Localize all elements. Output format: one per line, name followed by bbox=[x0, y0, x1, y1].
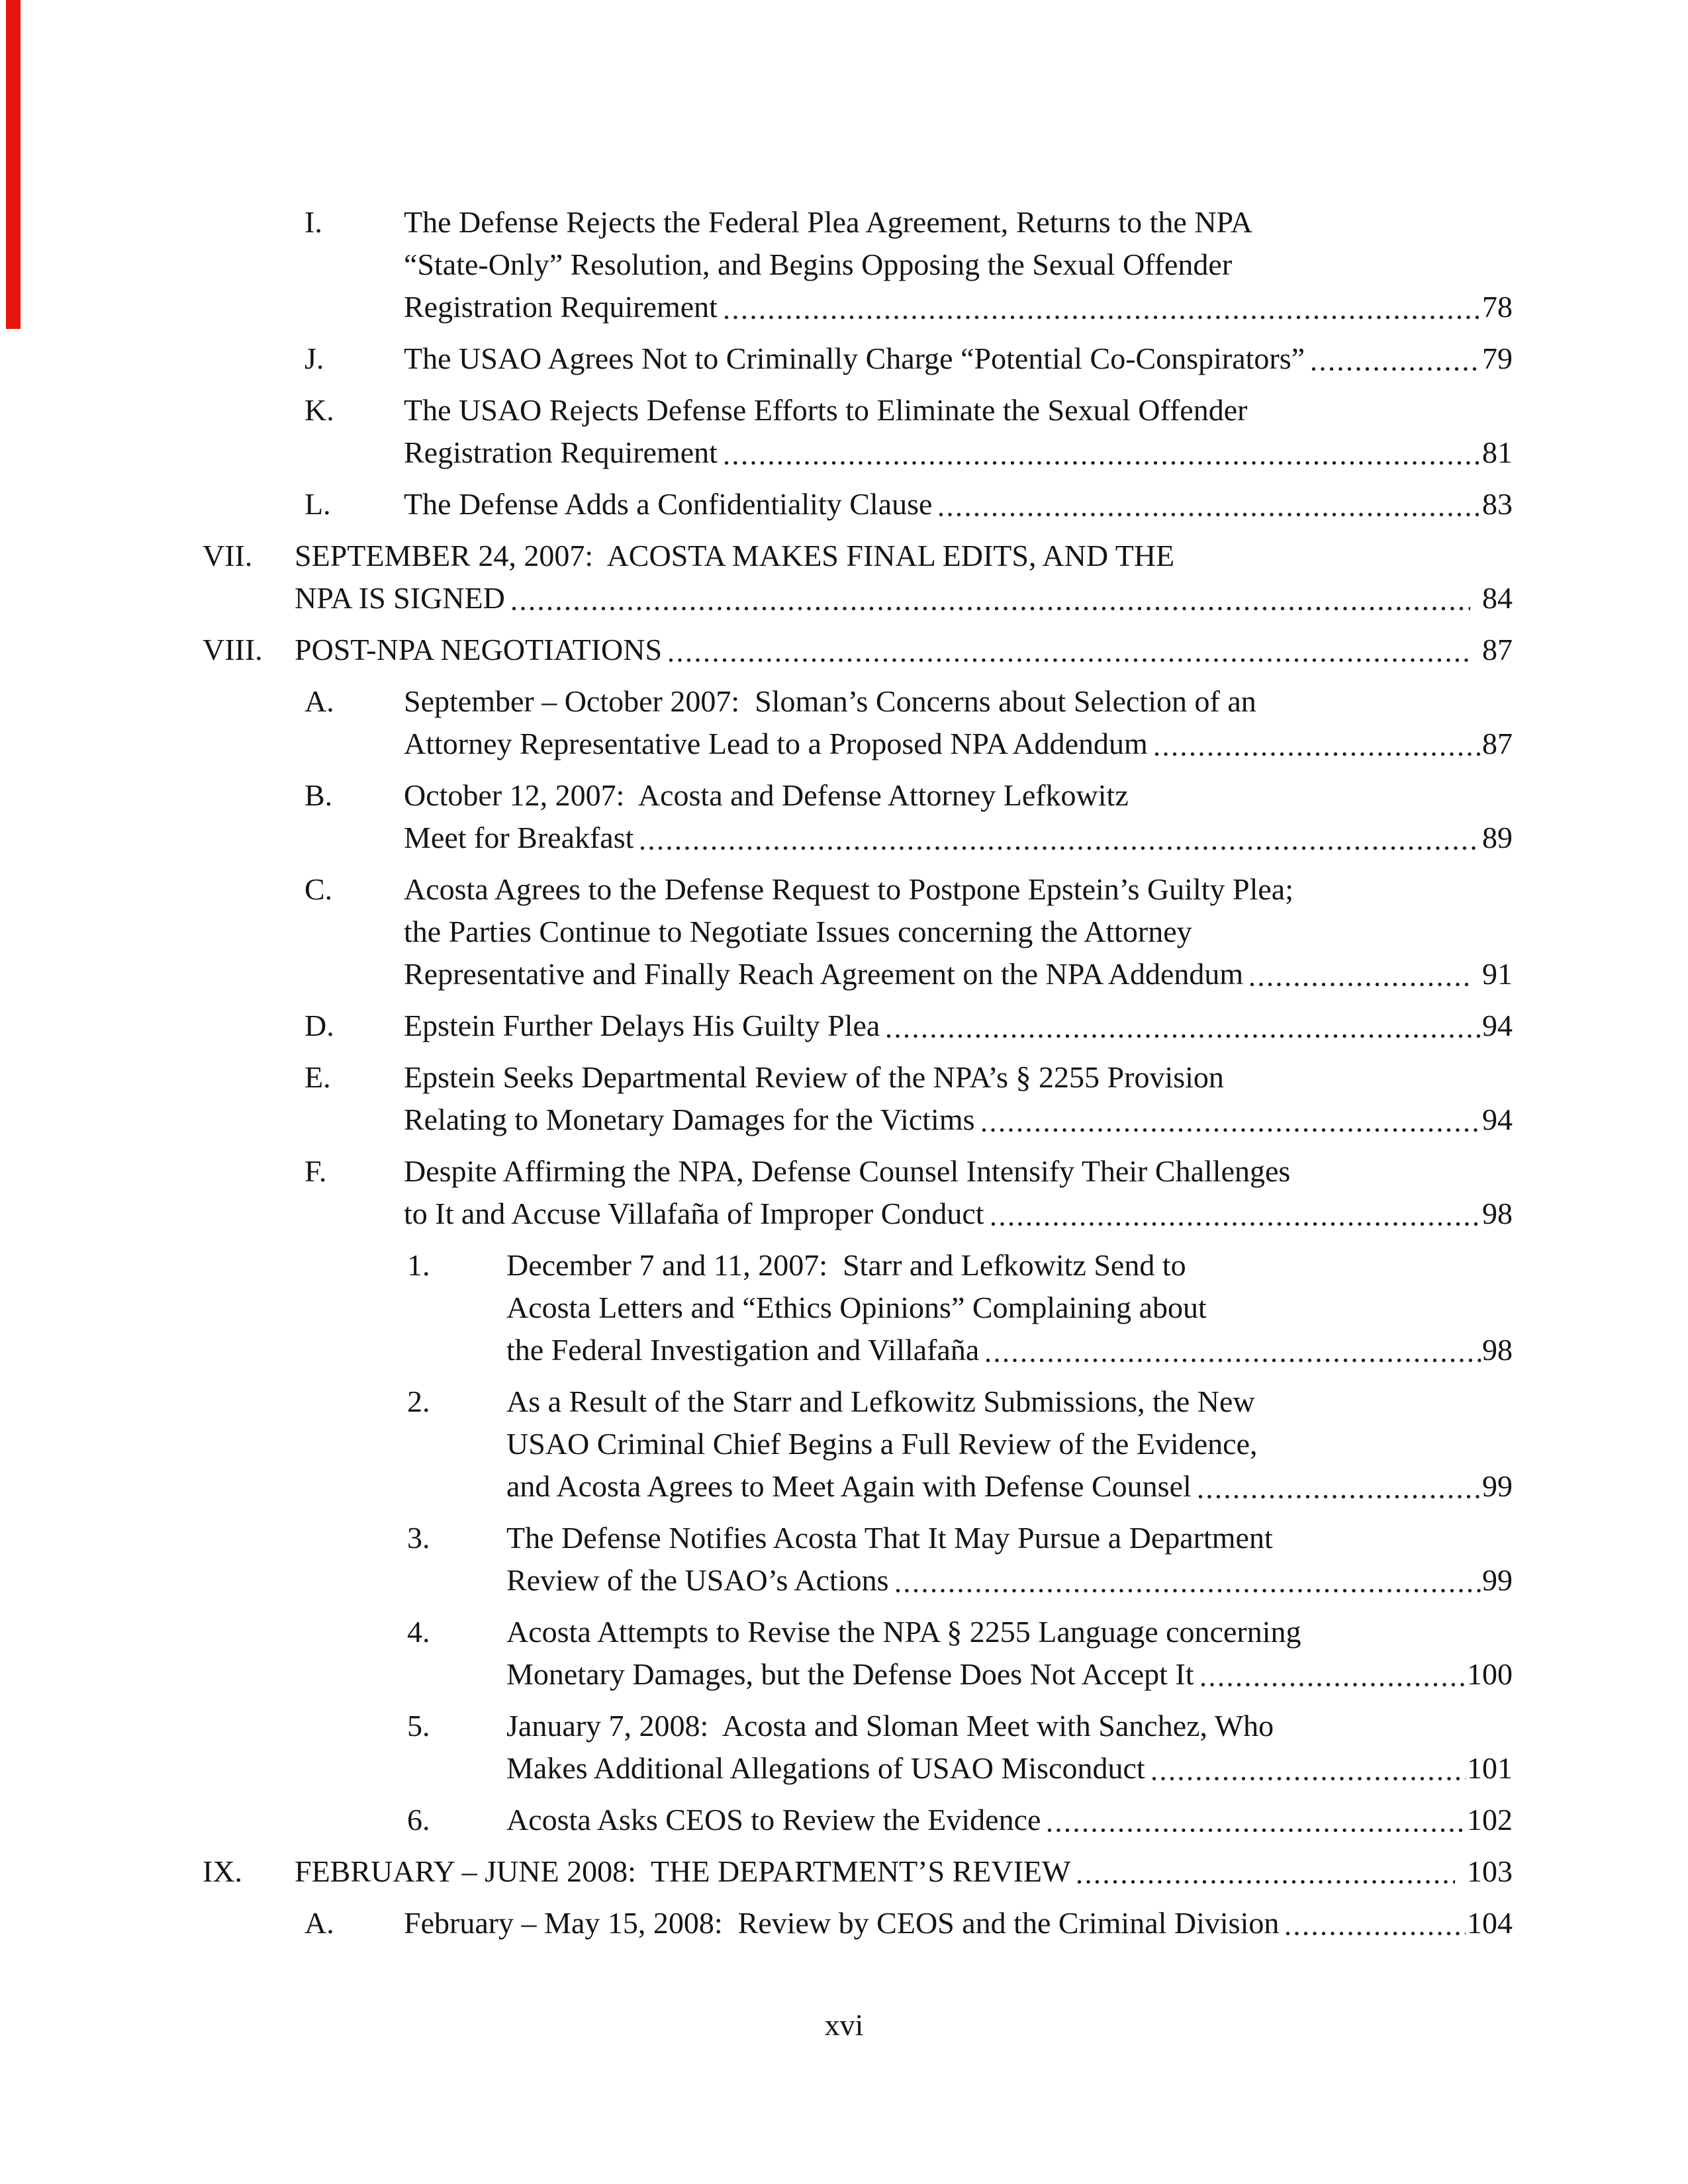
toc-entry-line bbox=[404, 483, 1513, 525]
toc-entry-text: Epstein Further Delays His Guilty Plea bbox=[404, 1009, 880, 1042]
toc-entry-line bbox=[506, 1799, 1513, 1841]
toc-entry bbox=[203, 629, 1513, 671]
toc-entry-text: Acosta Attempts to Revise the NPA § 2255 Language concerning bbox=[506, 1615, 1301, 1649]
toc-entry-body bbox=[295, 629, 1513, 671]
toc-entry-text: September – October 2007: Sloman’s Concerns about Selection of an bbox=[404, 684, 1256, 718]
toc-entry-line bbox=[295, 1850, 1513, 1893]
toc-entry-body bbox=[404, 680, 1513, 765]
toc-entry-label: 1. bbox=[407, 1248, 430, 1282]
toc-entry-label: 4. bbox=[407, 1615, 430, 1649]
toc-entry-label: IX. bbox=[203, 1854, 243, 1888]
dot-leader bbox=[886, 1034, 1481, 1038]
toc-entry-text: February – May 15, 2008: Review by CEOS and the Criminal Division bbox=[404, 1906, 1280, 1940]
toc-entry-label: 5. bbox=[407, 1709, 430, 1743]
dot-leader bbox=[512, 606, 1470, 611]
toc-entry-line bbox=[404, 953, 1513, 995]
toc-entry-line bbox=[506, 1465, 1513, 1508]
dot-leader bbox=[991, 1222, 1481, 1226]
toc-entry bbox=[407, 1517, 1513, 1602]
toc-entry-label: L. bbox=[305, 487, 331, 521]
toc-entry-label: E. bbox=[305, 1060, 331, 1094]
toc-entry-text: USAO Criminal Chief Begins a Full Review of the Evidence, bbox=[506, 1427, 1258, 1461]
toc-entry-body bbox=[506, 1705, 1513, 1790]
toc-entry-label: I. bbox=[305, 205, 322, 239]
toc-entry bbox=[305, 1902, 1513, 1944]
toc-entry-text: Registration Requirement bbox=[404, 435, 718, 469]
toc-entry bbox=[203, 1850, 1513, 1893]
toc-entry-body bbox=[404, 1056, 1513, 1141]
toc-page-number: 98 bbox=[1482, 1197, 1513, 1230]
toc-entry-body bbox=[404, 389, 1513, 474]
toc-entry-line bbox=[506, 1653, 1513, 1696]
toc-page-number: 103 bbox=[1467, 1854, 1513, 1888]
toc-entry-line bbox=[404, 389, 1513, 432]
toc-entry-label: A. bbox=[305, 1906, 334, 1940]
page-number-footer: xvi bbox=[824, 2008, 864, 2042]
dot-leader bbox=[896, 1588, 1481, 1593]
toc-entry-line bbox=[404, 1150, 1513, 1193]
toc-entry-body bbox=[506, 1381, 1513, 1508]
toc-entry-label: B. bbox=[305, 778, 333, 812]
toc-entry-line bbox=[506, 1381, 1513, 1423]
toc-entry bbox=[305, 1056, 1513, 1141]
toc-page-number: 94 bbox=[1482, 1009, 1513, 1042]
toc-page-number: 78 bbox=[1482, 290, 1513, 324]
toc-entry-body bbox=[404, 1902, 1513, 1944]
toc-entry-line bbox=[404, 244, 1513, 286]
toc-entry-text: Acosta Agrees to the Defense Request to Postpone Epstein’s Guilty Plea; bbox=[404, 872, 1293, 906]
toc-entry-text: The Defense Adds a Confidentiality Clause bbox=[404, 487, 933, 521]
toc-entry-label: A. bbox=[305, 684, 334, 718]
toc-entry-text: Acosta Asks CEOS to Review the Evidence bbox=[506, 1803, 1041, 1837]
toc-entry-line bbox=[404, 868, 1513, 911]
toc-list bbox=[0, 201, 1688, 1954]
toc-entry-line bbox=[404, 1902, 1513, 1944]
toc-entry-line bbox=[404, 680, 1513, 723]
toc-entry-text: Makes Additional Allegations of USAO Misconduct bbox=[506, 1751, 1145, 1785]
toc-entry-line bbox=[295, 535, 1513, 577]
toc-entry-line bbox=[506, 1517, 1513, 1559]
toc-entry-body bbox=[404, 201, 1513, 328]
toc-entry-label: D. bbox=[305, 1009, 334, 1042]
toc-entry-line bbox=[404, 201, 1513, 244]
dot-leader bbox=[986, 1358, 1481, 1363]
toc-entry-text: NPA IS SIGNED bbox=[295, 581, 505, 615]
toc-entry-text: Registration Requirement bbox=[404, 290, 718, 324]
toc-entry bbox=[407, 1705, 1513, 1790]
toc-entry-label: 6. bbox=[407, 1803, 430, 1837]
toc-page-number: 89 bbox=[1482, 821, 1513, 854]
toc-entry bbox=[407, 1244, 1513, 1371]
toc-entry-line bbox=[404, 723, 1513, 765]
toc-entry-body bbox=[404, 1150, 1513, 1235]
toc-entry-line bbox=[404, 1193, 1513, 1235]
toc-page-number: 100 bbox=[1467, 1657, 1513, 1691]
toc-entry-body bbox=[506, 1611, 1513, 1696]
dot-leader bbox=[1154, 752, 1481, 756]
dot-leader bbox=[982, 1128, 1481, 1132]
toc-entry-body bbox=[404, 868, 1513, 995]
toc-entry bbox=[407, 1611, 1513, 1696]
toc-entry-text: The Defense Notifies Acosta That It May Pursue a Department bbox=[506, 1521, 1273, 1555]
toc-entry bbox=[203, 535, 1513, 619]
toc-entry-text: The USAO Rejects Defense Efforts to Eliminate the Sexual Offender bbox=[404, 393, 1248, 427]
toc-entry-text: January 7, 2008: Acosta and Sloman Meet with Sanchez, Who bbox=[506, 1709, 1274, 1743]
toc-entry-text: As a Result of the Starr and Lefkowitz Submissions, the New bbox=[506, 1385, 1255, 1418]
dot-leader bbox=[1286, 1931, 1466, 1936]
toc-entry-body bbox=[404, 338, 1513, 380]
toc-entry bbox=[407, 1799, 1513, 1841]
toc-entry-text: FEBRUARY – JUNE 2008: THE DEPARTMENT’S REVIEW bbox=[295, 1854, 1071, 1888]
toc-entry bbox=[305, 483, 1513, 525]
toc-entry-text: to It and Accuse Villafaña of Improper Conduct bbox=[404, 1197, 984, 1230]
toc-entry-label: J. bbox=[305, 341, 324, 375]
toc-entry-text: the Parties Continue to Negotiate Issues concerning the Attorney bbox=[404, 915, 1192, 948]
toc-entry-text: Despite Affirming the NPA, Defense Counsel Intensify Their Challenges bbox=[404, 1154, 1291, 1188]
toc-entry bbox=[305, 1150, 1513, 1235]
toc-entry-text: Acosta Letters and “Ethics Opinions” Complaining about bbox=[506, 1291, 1207, 1324]
toc-entry-label: F. bbox=[305, 1154, 327, 1188]
toc-entry-body bbox=[404, 483, 1513, 525]
toc-entry-body bbox=[506, 1244, 1513, 1371]
toc-entry-text: and Acosta Agrees to Meet Again with Defense Counsel bbox=[506, 1469, 1192, 1503]
toc-entry-line bbox=[506, 1244, 1513, 1287]
toc-entry-text: The Defense Rejects the Federal Plea Agreement, Returns to the NPA bbox=[404, 205, 1253, 239]
toc-entry-text: Monetary Damages, but the Defense Does Not Accept It bbox=[506, 1657, 1194, 1691]
toc-entry-line bbox=[404, 817, 1513, 859]
toc-entry-text: “State-Only” Resolution, and Begins Opposing the Sexual Offender bbox=[404, 248, 1233, 281]
toc-page-number: 102 bbox=[1467, 1803, 1513, 1837]
toc-entry-text: Representative and Finally Reach Agreement on the NPA Addendum bbox=[404, 957, 1244, 991]
toc-entry-label: VIII. bbox=[203, 633, 263, 666]
toc-entry-text: Attorney Representative Lead to a Proposed NPA Addendum bbox=[404, 727, 1148, 760]
dot-leader bbox=[939, 512, 1481, 517]
toc-page-number: 81 bbox=[1482, 435, 1513, 469]
toc-entry bbox=[305, 774, 1513, 859]
toc-entry-line bbox=[506, 1287, 1513, 1329]
dot-leader bbox=[1311, 367, 1481, 371]
toc-entry-line bbox=[506, 1705, 1513, 1747]
toc-entry bbox=[305, 389, 1513, 474]
toc-entry-line bbox=[404, 1005, 1513, 1047]
toc-page-number: 83 bbox=[1482, 487, 1513, 521]
toc-entry-text: Relating to Monetary Damages for the Victims bbox=[404, 1103, 975, 1136]
toc-entry bbox=[305, 338, 1513, 380]
toc-entry-label: 3. bbox=[407, 1521, 430, 1555]
toc-entry-text: Epstein Seeks Departmental Review of the NPA’s § 2255 Provision bbox=[404, 1060, 1224, 1094]
toc-page-number: 87 bbox=[1482, 727, 1513, 760]
dot-leader bbox=[1047, 1828, 1466, 1833]
dot-leader bbox=[724, 315, 1481, 320]
toc-entry-line bbox=[506, 1747, 1513, 1790]
toc-entry-text: The USAO Agrees Not to Criminally Charge “Potential Co-Conspirators” bbox=[404, 341, 1305, 375]
toc-entry bbox=[407, 1381, 1513, 1508]
toc-entry-line bbox=[404, 774, 1513, 817]
dot-leader bbox=[1198, 1494, 1481, 1499]
toc-entry-line bbox=[404, 1099, 1513, 1141]
toc-entry bbox=[305, 201, 1513, 328]
toc-entry-line bbox=[506, 1611, 1513, 1653]
toc-entry-line bbox=[506, 1329, 1513, 1371]
toc-page-number: 94 bbox=[1482, 1103, 1513, 1136]
toc-entry-body bbox=[506, 1517, 1513, 1602]
dot-leader bbox=[1250, 982, 1470, 987]
toc-entry bbox=[305, 1005, 1513, 1047]
dot-leader bbox=[1201, 1682, 1466, 1687]
toc-entry-body bbox=[506, 1799, 1513, 1841]
toc-entry-text: October 12, 2007: Acosta and Defense Attorney Lefkowitz bbox=[404, 778, 1129, 812]
toc-entry-line bbox=[404, 286, 1513, 328]
toc-entry-body bbox=[404, 774, 1513, 859]
toc-page-number: 101 bbox=[1467, 1751, 1513, 1785]
toc-entry-text: SEPTEMBER 24, 2007: ACOSTA MAKES FINAL EDITS, AND THE bbox=[295, 539, 1175, 572]
toc-entry-label: C. bbox=[305, 872, 333, 906]
toc-page-number: 104 bbox=[1467, 1906, 1513, 1940]
toc-entry-text: Meet for Breakfast bbox=[404, 821, 634, 854]
toc-entry bbox=[305, 868, 1513, 995]
toc-entry-text: POST-NPA NEGOTIATIONS bbox=[295, 633, 663, 666]
toc-entry-label: K. bbox=[305, 393, 334, 427]
toc-page-number: 87 bbox=[1482, 633, 1513, 666]
dot-leader bbox=[724, 461, 1481, 465]
toc-page-number: 99 bbox=[1482, 1469, 1513, 1503]
toc-entry-body bbox=[404, 1005, 1513, 1047]
toc-entry bbox=[305, 680, 1513, 765]
toc-page-number: 98 bbox=[1482, 1333, 1513, 1367]
toc-entry-line bbox=[404, 1056, 1513, 1099]
toc-entry-label: VII. bbox=[203, 539, 253, 572]
dot-leader bbox=[640, 846, 1481, 850]
toc-entry-line bbox=[506, 1423, 1513, 1465]
toc-entry-line bbox=[506, 1559, 1513, 1602]
toc-entry-line bbox=[404, 432, 1513, 474]
toc-page-number: 84 bbox=[1482, 581, 1513, 615]
toc-entry-label: 2. bbox=[407, 1385, 430, 1418]
toc-entry-body bbox=[295, 1850, 1513, 1893]
toc-page-number: 91 bbox=[1482, 957, 1513, 991]
toc-entry-body bbox=[295, 535, 1513, 619]
toc-page-number: 79 bbox=[1482, 341, 1513, 375]
toc-entry-text: the Federal Investigation and Villafaña bbox=[506, 1333, 980, 1367]
toc-entry-line bbox=[295, 629, 1513, 671]
toc-entry-text: December 7 and 11, 2007: Starr and Lefkowitz Send to bbox=[506, 1248, 1186, 1282]
dot-leader bbox=[1152, 1776, 1466, 1781]
toc-entry-text: Review of the USAO’s Actions bbox=[506, 1563, 889, 1597]
dot-leader bbox=[1077, 1880, 1455, 1884]
toc-page-number: 99 bbox=[1482, 1563, 1513, 1597]
toc-entry-line bbox=[295, 577, 1513, 619]
toc-entry-line bbox=[404, 338, 1513, 380]
dot-leader bbox=[669, 658, 1470, 662]
toc-entry-line bbox=[404, 911, 1513, 953]
